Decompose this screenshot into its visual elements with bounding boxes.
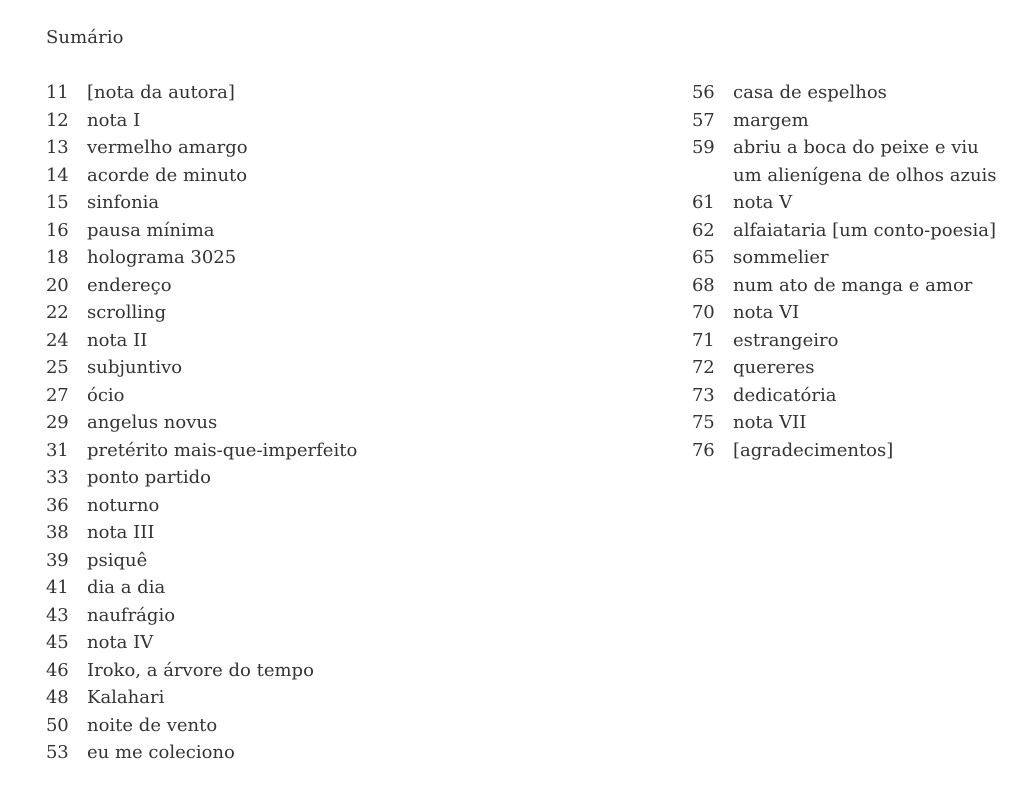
toc-entry-title: [nota da autora] (87, 82, 235, 103)
toc-entry-title: angelus novus (87, 412, 218, 433)
toc-entry (692, 272, 1012, 300)
toc-entry (46, 107, 606, 135)
toc-page-number: 12 (46, 109, 69, 131)
toc-entry-title: Iroko, a árvore do tempo (87, 659, 314, 681)
toc-page-number: 70 (692, 302, 715, 323)
toc-entry-title: vermelho amargo (87, 137, 248, 158)
toc-entry (692, 354, 1012, 382)
toc-page-number: 62 (692, 219, 715, 241)
toc-entry (46, 437, 606, 465)
toc-page-number: 71 (692, 329, 715, 351)
toc-entry (46, 244, 606, 272)
toc-entry (46, 492, 606, 520)
toc-page-number: 33 (46, 467, 69, 488)
toc-page-number: 45 (46, 632, 69, 653)
toc-page-number: 27 (46, 384, 69, 406)
toc-entry (46, 547, 606, 575)
toc-page-number: 38 (46, 522, 69, 543)
toc-entry-title: noite de vento (87, 714, 218, 736)
toc-page-number: 41 (46, 577, 69, 598)
toc-entry-title: Kalahari (87, 687, 165, 708)
toc-left-column (46, 79, 606, 767)
toc-entry-title: estrangeiro (733, 329, 839, 351)
toc-page-number: 48 (46, 687, 69, 708)
toc-entry-title: noturno (87, 494, 160, 516)
toc-page-number: 73 (692, 384, 715, 406)
toc-page-number: 59 (692, 137, 715, 158)
toc-page-number: 18 (46, 247, 69, 268)
toc-entry (46, 712, 606, 740)
toc-entry-title: pausa mínima (87, 219, 215, 241)
toc-entry-title: margem (733, 109, 809, 131)
toc-entry (46, 162, 606, 190)
toc-entry-title: dia a dia (87, 577, 166, 598)
toc-entry (692, 244, 1012, 272)
toc-entry (46, 134, 606, 162)
toc-entry-title: scrolling (87, 302, 167, 323)
toc-entry-title: nota VII (733, 412, 807, 433)
toc-page-number: 43 (46, 604, 69, 626)
toc-page-number: 72 (692, 357, 715, 378)
toc-page-number: 76 (692, 439, 715, 461)
toc-entry (46, 272, 606, 300)
toc-page-number: 46 (46, 659, 69, 681)
toc-entry-title: eu me coleciono (87, 742, 235, 763)
toc-entry-title: nota IV (87, 632, 154, 653)
toc-entry-title: alfaiataria [um conto-poesia] (733, 219, 996, 241)
toc-entry-title: ócio (87, 384, 125, 406)
toc-entry (46, 602, 606, 630)
toc-entry-title: dedicatória (733, 384, 837, 406)
toc-entry-title: [agradecimentos] (733, 439, 894, 461)
toc-entry-title: naufrágio (87, 604, 176, 626)
toc-page-number: 13 (46, 137, 69, 158)
toc-page-number: 53 (46, 742, 69, 763)
toc-entry (46, 684, 606, 712)
toc-entry-title: nota I (87, 109, 141, 131)
toc-entry (46, 79, 606, 107)
toc-entry (46, 629, 606, 657)
toc-entry (46, 327, 606, 355)
toc-entry (692, 409, 1012, 437)
toc-entry (692, 217, 1012, 245)
page-title: Sumário (46, 27, 124, 48)
toc-entry (692, 437, 1012, 465)
toc-entry (46, 519, 606, 547)
toc-page-number: 56 (692, 82, 715, 103)
toc-entry-title: num ato de manga e amor (733, 274, 973, 296)
toc-entry-title: nota V (733, 192, 793, 213)
toc-page-number: 11 (46, 82, 69, 103)
toc-entry (692, 327, 1012, 355)
toc-page-number: 20 (46, 274, 69, 296)
toc-page-number: 15 (46, 192, 69, 213)
toc-entry-title: pretérito mais-que-imperfeito (87, 439, 358, 461)
toc-entry (46, 464, 606, 492)
toc-page-number: 31 (46, 439, 69, 461)
toc-entry-title: nota VI (733, 302, 800, 323)
toc-entry-title: nota II (87, 329, 148, 351)
toc-entry-title: abriu a boca do peixe e viu um alienígena de olhos azuis (733, 137, 997, 186)
toc-entry-title: psiquê (87, 549, 148, 571)
toc-page-number: 57 (692, 109, 715, 131)
toc-entry (46, 189, 606, 217)
toc-page-number: 65 (692, 247, 715, 268)
toc-entry (46, 657, 606, 685)
toc-page-number: 50 (46, 714, 69, 736)
toc-entry-title: quereres (733, 357, 815, 378)
toc-entry (46, 217, 606, 245)
toc-entry-title: ponto partido (87, 467, 211, 488)
toc-entry (46, 409, 606, 437)
toc-entry (46, 739, 606, 767)
toc-entry (692, 79, 1012, 107)
toc-entry (692, 134, 1012, 189)
toc-entry-title: sinfonia (87, 192, 160, 213)
toc-entry-title: subjuntivo (87, 357, 183, 378)
toc-entry (692, 299, 1012, 327)
toc-entry-title: sommelier (733, 247, 829, 268)
toc-page-number: 75 (692, 412, 715, 433)
toc-entry-title: casa de espelhos (733, 82, 887, 103)
toc-page-number: 25 (46, 357, 69, 378)
toc-page-number: 29 (46, 412, 69, 433)
toc-entry (46, 574, 606, 602)
toc-entry-title: endereço (87, 274, 172, 296)
toc-entry (692, 382, 1012, 410)
toc-entry (692, 189, 1012, 217)
toc-page-number: 16 (46, 219, 69, 241)
toc-entry (692, 107, 1012, 135)
toc-page-number: 61 (692, 192, 715, 213)
toc-page-number: 22 (46, 302, 69, 323)
toc-page-number: 24 (46, 329, 69, 351)
toc-entry-title: nota III (87, 522, 155, 543)
toc-page-number: 39 (46, 549, 69, 571)
toc-entry-title: acorde de minuto (87, 164, 248, 186)
toc-page-number: 36 (46, 494, 69, 516)
toc-right-column (692, 79, 1012, 464)
toc-entry (46, 354, 606, 382)
toc-page-number: 14 (46, 164, 69, 186)
toc-entry-title: holograma 3025 (87, 247, 237, 268)
toc-entry (46, 382, 606, 410)
toc-page-number: 68 (692, 274, 715, 296)
toc-entry (46, 299, 606, 327)
